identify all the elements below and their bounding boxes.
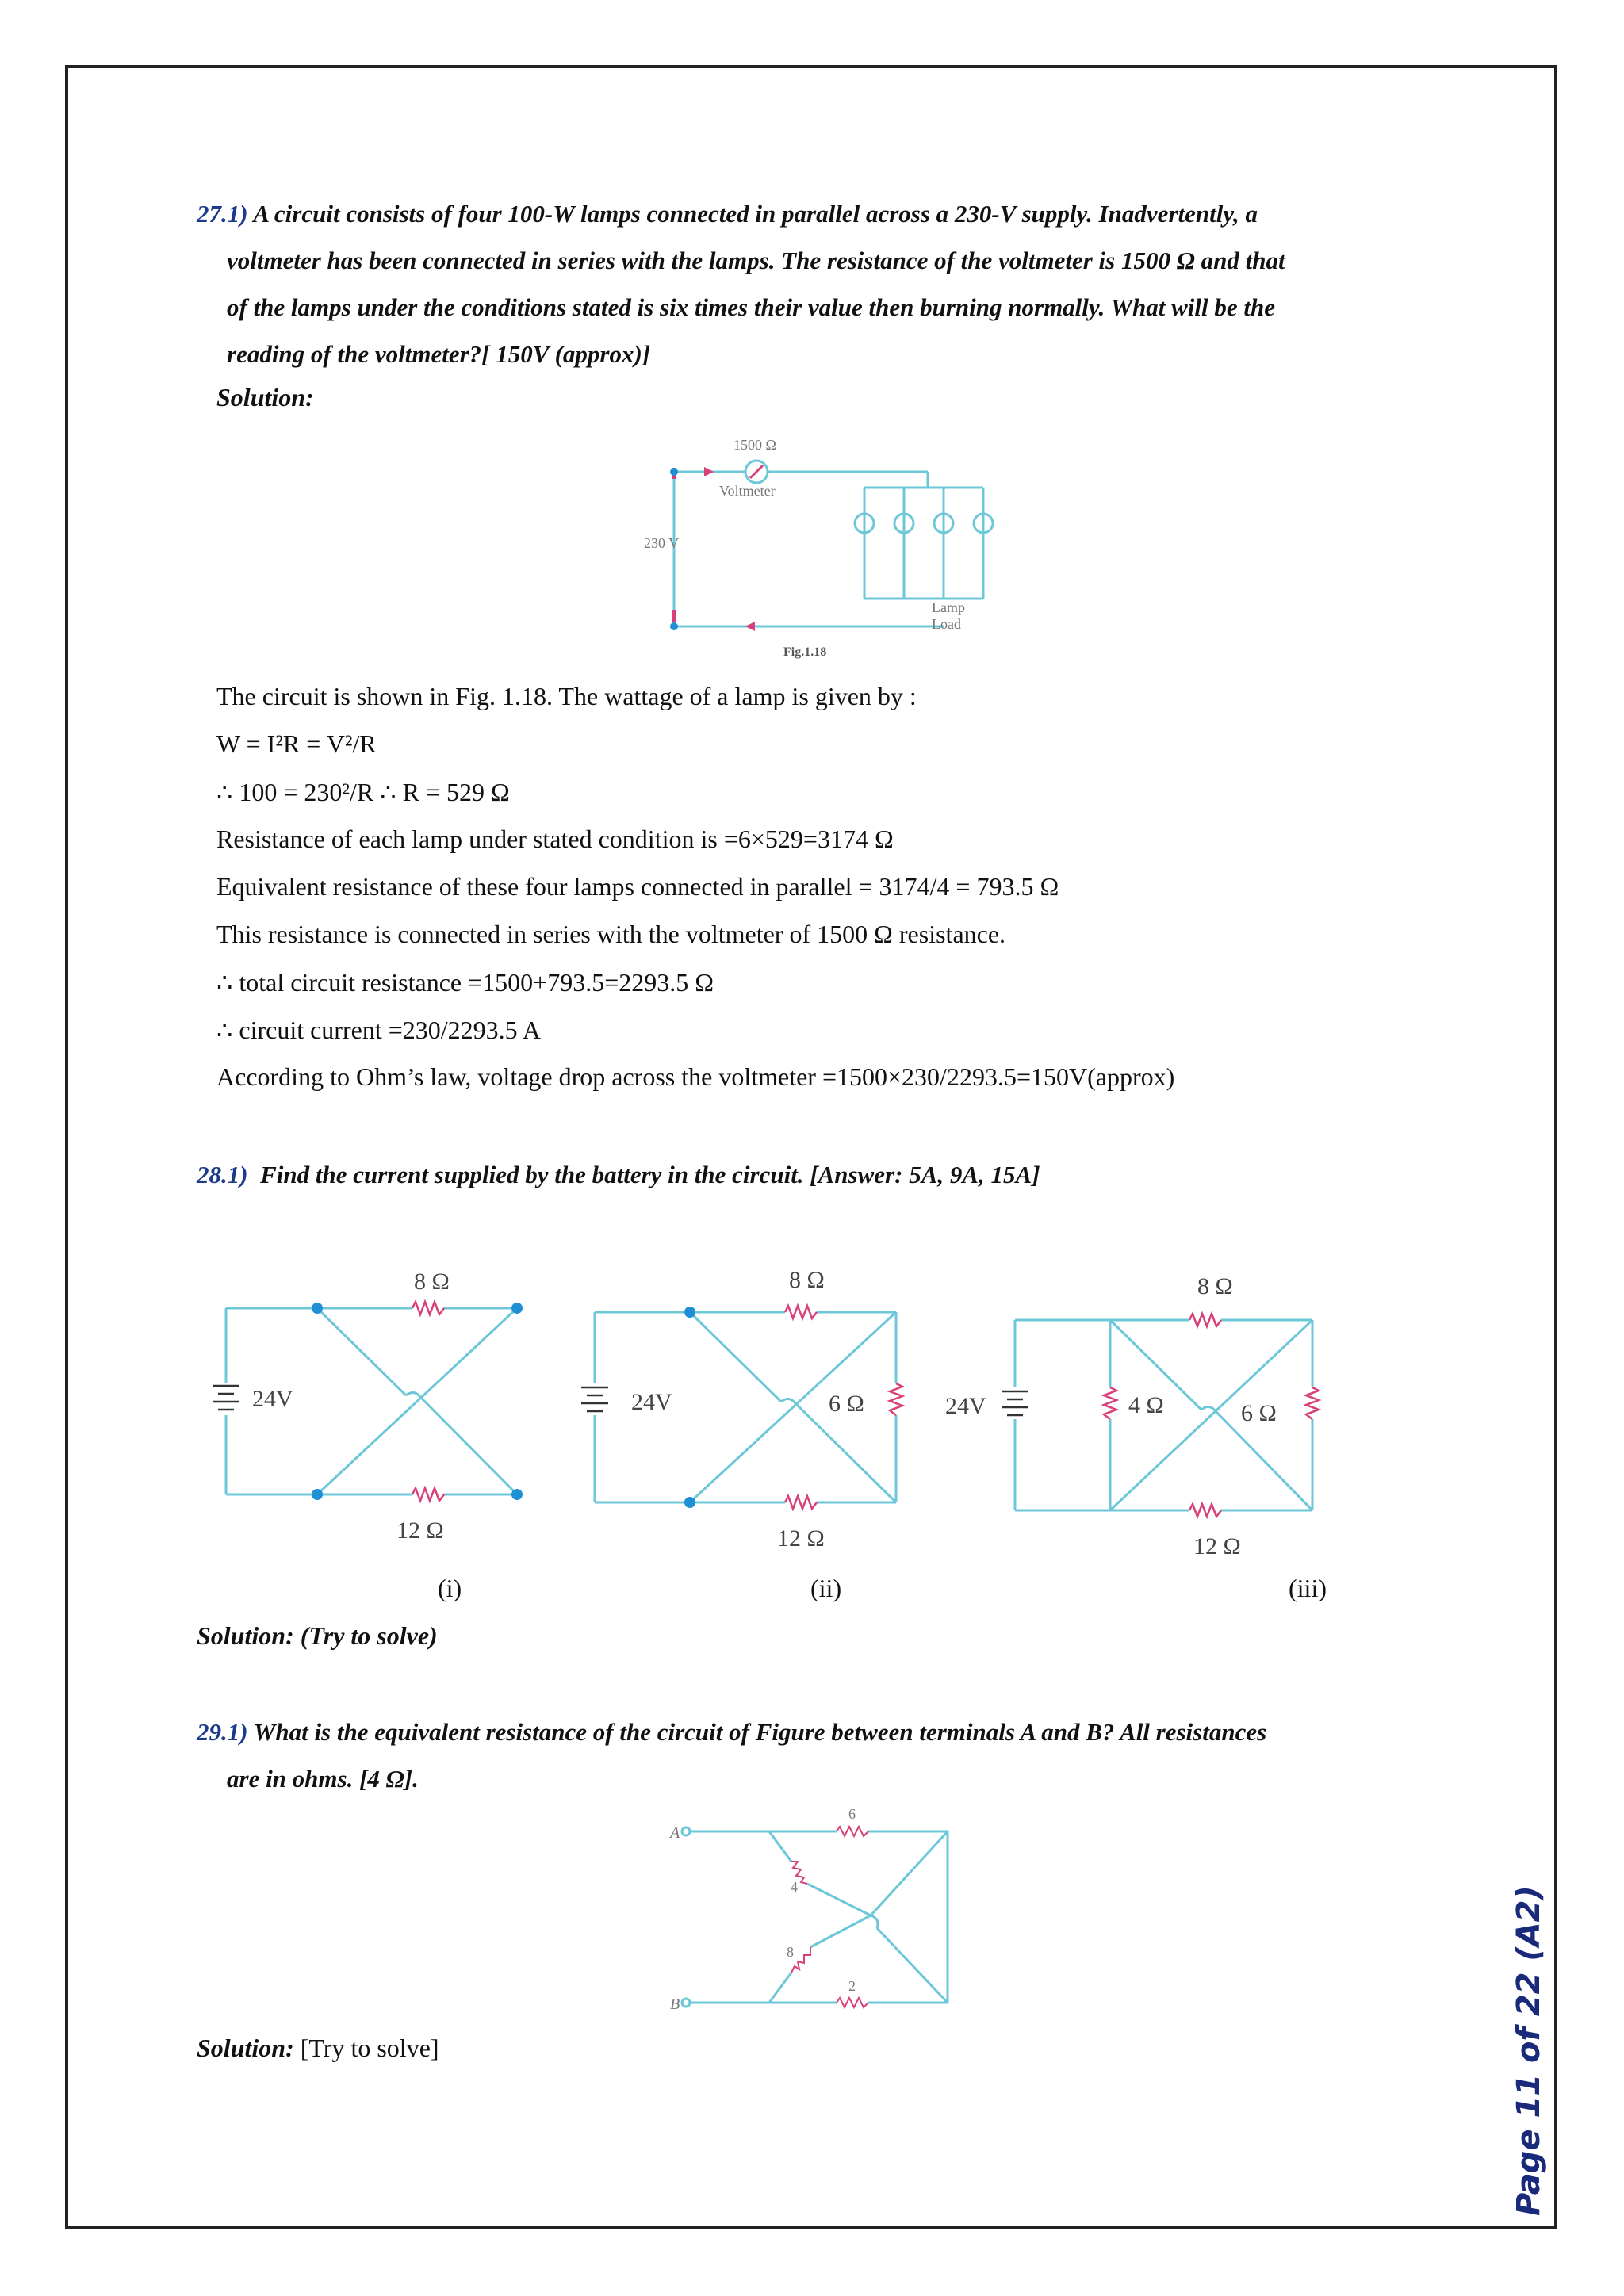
q28-solution: Solution: (Try to solve) [197,1621,438,1650]
arrow-left-icon [745,622,755,631]
question-29 [197,1709,1431,1802]
q27-line-4: reading of the voltmeter?[ 150V (approx)] [227,340,651,368]
q27-solution-line-2: W = I²R = V²/R [216,729,377,758]
caption-ii: (ii) [810,1574,842,1602]
q27-solution-line-9: According to Ohm’s law, voltage drop across the voltmeter =1500×230/2293.5=150V(approx) [216,1062,1175,1091]
terminal-bottom [672,610,676,622]
top-resistor-label: 8 Ω [1197,1273,1233,1299]
q29-figure [658,1800,959,2022]
q29-line-2: are in ohms. [4 Ω]. [227,1765,419,1793]
voltmeter-label: Voltmeter [719,483,776,499]
q27-solution-line-5: Equivalent resistance of these four lamps connected in parallel = 3174/4 = 793.5 Ω [216,872,1059,901]
q27-line-1: 27.1) A circuit consists of four 100-W lamps connected in parallel across a 230-V supply. Inadvertently, a [197,200,1258,228]
top-resistor-label: 8 Ω [414,1269,450,1295]
left-top-resistor-label: 4 [791,1879,798,1895]
bottom-resistor-label: 12 Ω [1193,1533,1241,1559]
top-resistor-label: 6 [848,1806,856,1822]
q27-solution-line-8: ∴ circuit current =230/2293.5 A [216,1016,541,1044]
q27-number: 27.1) [197,200,248,228]
question-27 [197,190,1431,377]
battery-label: 24V [631,1389,672,1415]
terminal-a-label: A [670,1824,680,1842]
bottom-resistor-label: 2 [848,1978,856,1994]
caption-i: (i) [438,1574,462,1602]
arrow-right-icon [704,467,714,476]
lamp-label: Lamp [932,599,965,615]
figure-1-18 [634,432,1031,670]
top-resistor-label: 8 Ω [789,1267,825,1293]
voltmeter-needle [750,465,763,478]
circuit-i [206,1245,547,1562]
left-bottom-resistor-label: 8 [787,1944,794,1960]
q29-line-1: 29.1) What is the equivalent resistance of the circuit of Figure between terminals A and B? All resistances [197,1718,1267,1746]
terminal-b-label: B [670,1996,680,2013]
battery-icon [581,1387,608,1411]
q29-solution [197,2034,439,2063]
q27-solution-line-7: ∴ total circuit resistance =1500+793.5=2293.5 Ω [216,968,714,997]
battery-label: 24V [945,1393,986,1419]
load-label: Load [932,616,961,632]
bottom-resistor-label: 12 Ω [396,1517,444,1544]
supply-label: 230 V [644,535,680,551]
left-resistor-label: 4 Ω [1128,1392,1164,1418]
q29-solution-text: [Try to solve] [293,2034,439,2062]
circuit-iii [936,1245,1332,1578]
page-number: Page 11 of 22 (A2) [1511,1885,1547,2216]
q27-solution-label: Solution: [216,383,314,411]
battery-icon [1002,1391,1028,1415]
q29-solution-label: Solution: [197,2034,294,2062]
q27-line-2: voltmeter has been connected in series with the lamps. The resistance of the voltmeter is 1500 Ω and that [227,247,1285,274]
caption-iii: (iii) [1289,1574,1327,1602]
circuit-ii [571,1245,912,1578]
figure-caption: Fig.1.18 [783,645,827,659]
q27-solution-line-1: The circuit is shown in Fig. 1.18. The wattage of a lamp is given by : [216,682,917,710]
bottom-resistor-label: 12 Ω [777,1525,825,1552]
q28-line-1: 28.1) Find the current supplied by the battery in the circuit. [Answer: 5A, 9A, 15A] [197,1161,1040,1188]
right-resistor-label: 6 Ω [1241,1400,1277,1426]
q27-solution-line-6: This resistance is connected in series with the voltmeter of 1500 Ω resistance. [216,920,1006,948]
q27-solution-line-4: Resistance of each lamp under stated condition is =6×529=3174 Ω [216,825,894,853]
q27-line-3: of the lamps under the conditions stated is six times their value then burning normally. What will be the [227,293,1276,321]
battery-label: 24V [252,1386,293,1412]
question-28 [197,1151,1431,1198]
q29-number: 29.1) [197,1718,248,1746]
q27-solution-line-3: ∴ 100 = 230²/R ∴ R = 529 Ω [216,778,510,806]
battery-icon [213,1386,239,1410]
right-resistor-label: 6 Ω [829,1391,864,1417]
q28-number: 28.1) [197,1161,248,1188]
voltmeter-resistance-label: 1500 Ω [733,437,776,453]
